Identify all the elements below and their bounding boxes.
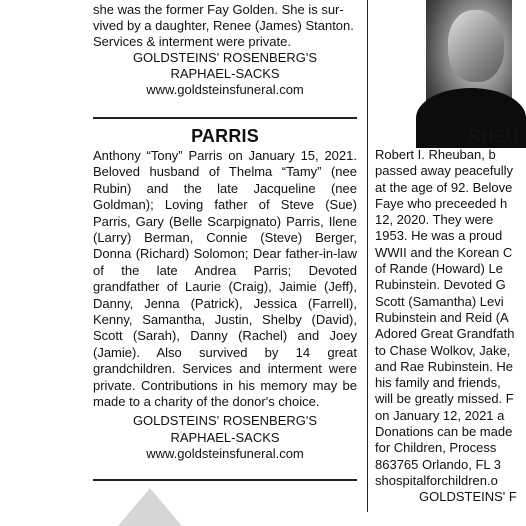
obituary-line: 863765 Orlando, FL 3 <box>375 456 501 472</box>
obituary-line: to Chase Wolkov, Jake, <box>375 342 511 358</box>
funeral-home-name: GOLDSTEINS' ROSENBERG'S <box>132 413 318 428</box>
previous-obituary-line: Services & interment were private. <box>93 34 291 49</box>
obituary-line: Robert I. Rheuban, b <box>375 147 496 162</box>
obituary-name-rheuban: RHEU <box>468 126 520 146</box>
column-divider <box>367 0 368 512</box>
funeral-home-name: GOLDSTEINS' F <box>419 489 517 505</box>
obituary-line: Rubinstein. Devoted G <box>375 277 506 293</box>
obituary-line: Adored Great Grandfath <box>375 326 515 342</box>
obituary-line: Donations can be made <box>375 424 513 440</box>
previous-obituary <box>93 2 357 98</box>
obituary-line: on January 12, 2021 a <box>375 407 505 423</box>
previous-obituary-line: vived by a daughter, Renee (James) Stanton. <box>93 18 354 33</box>
funeral-home-website: www.goldsteinsfuneral.com <box>146 82 304 97</box>
obituary-line: will be greatly missed. F <box>375 391 514 407</box>
obituary-line: 12, 2020. They were <box>375 212 494 228</box>
funeral-home-website: www.goldsteinsfuneral.com <box>146 446 304 461</box>
photo-face <box>448 10 504 82</box>
funeral-home-block <box>93 413 357 463</box>
obituary-line: 1953. He was a proud <box>375 228 503 244</box>
obituary-line: Scott (Samantha) Levi <box>375 293 504 309</box>
obituary-line: WWII and the Korean C <box>375 244 513 260</box>
section-divider <box>93 479 357 481</box>
obituary-line: Rubinstein and Reid (A <box>375 309 509 325</box>
obituary-name-parris: PARRIS <box>191 126 259 146</box>
obituary-line: and Rae Rubinstein. He <box>375 358 514 374</box>
funeral-home-name: RAPHAEL-SACKS <box>170 66 280 81</box>
obituary-line: shospitalforchildren.o <box>375 472 498 488</box>
previous-obituary-line: she was the former Fay Golden. She is sur- <box>93 2 344 17</box>
obituary-line: his family and friends, <box>375 375 501 391</box>
obituary-line: passed away peacefully <box>375 163 514 179</box>
funeral-home-name: GOLDSTEINS' ROSENBERG'S <box>132 50 318 65</box>
obituary-line: Faye who preceeded h <box>375 195 508 211</box>
obituary-body-parris: Anthony “Tony” Parris on January 15, 2021. Beloved husband of Thelma “Tamy” (nee Rubin) and the late Jacqueline (nee Goldman); Loving father of Steve (Sue) Parris, Gary (Belle Scarpignato) Parris, Ilene (Larry) Berman, Connie (Steve) Berger, Donna (Richard) Solomon; Dear father-in-law of the late Andrea Parris; Devoted grandfather of Laurie (Craig), Jaimie (Jeff), Danny, Jenna (Patrick), Jessica (Farrell), Kenny, Samantha, Justin, Shelby (David), Scott (Sarah), Danny (Rachel) and Joey (Jamie). Also survived by 14 great grandchildren. Services and interment were private. Contributions in his memory may be made to a charity of the donor's choice. <box>93 148 357 410</box>
obituary-line: for Children, Process <box>375 440 497 456</box>
obituary-line: of Rande (Howard) Le <box>375 261 503 277</box>
star-of-david-icon <box>112 486 188 526</box>
obituary-body-rheuban <box>375 147 517 506</box>
section-divider <box>93 117 357 119</box>
obituary-photo <box>426 0 512 124</box>
funeral-home-name: RAPHAEL-SACKS <box>170 429 280 445</box>
obituary-line: at the age of 92. Belove <box>375 179 513 195</box>
